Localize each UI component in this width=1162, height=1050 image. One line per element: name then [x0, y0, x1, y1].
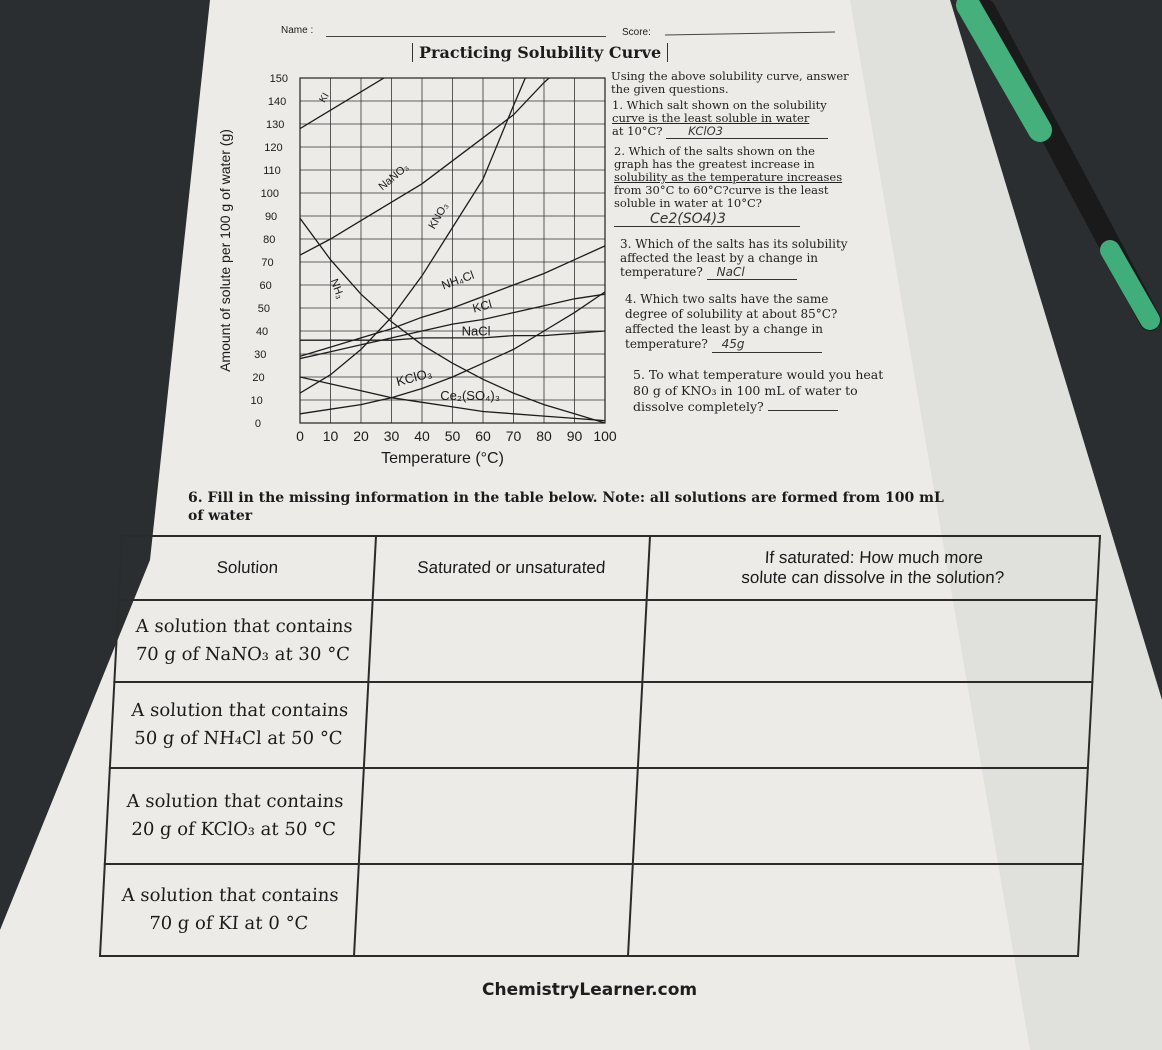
row-solution-line-2: 50 g of NH₄Cl at 50 °C	[133, 728, 343, 749]
x-tick-label: 30	[383, 428, 400, 444]
y-tick-label: 10	[250, 395, 263, 407]
row-solution-line-2: 70 g of NaNO₃ at 30 °C	[135, 644, 351, 665]
solutions-table	[99, 535, 1101, 957]
x-axis-label: Temperature (°C)	[381, 450, 504, 467]
question-5	[633, 367, 883, 415]
curve-label-nh3: NH₃	[327, 277, 346, 301]
q4-line-1: 4. Which two salts have the same	[625, 292, 829, 306]
y-tick-label: 30	[254, 349, 267, 361]
x-tick-label: 10	[322, 428, 339, 444]
table-row	[114, 600, 1096, 682]
x-tick-label: 80	[536, 428, 552, 444]
table-header-row	[119, 536, 1100, 600]
header-more-line-1: If saturated: How much more	[764, 548, 984, 567]
y-tick-label: 110	[263, 165, 281, 177]
question-4	[625, 292, 837, 353]
y-tick-label: 150	[269, 73, 288, 85]
header-saturated: Saturated or unsaturated	[373, 536, 650, 600]
row-solution-line-1: A solution that contains	[121, 885, 340, 906]
page-title: Practicing Solubility Curve	[412, 43, 668, 62]
header-solution: Solution	[119, 536, 376, 600]
row-solution	[114, 600, 372, 682]
y-tick-label: 140	[267, 96, 287, 108]
q3-line-1: 3. Which of the salts has its solubility	[620, 237, 848, 251]
table-row	[110, 682, 1093, 768]
curve-label-nacl: NaCl	[461, 323, 491, 339]
saturated-cell[interactable]	[368, 600, 646, 682]
name-line	[326, 36, 606, 37]
name-label: Name :	[281, 25, 314, 36]
question-2	[614, 145, 842, 227]
q5-line-3: dissolve completely?	[633, 399, 764, 414]
table-row	[105, 768, 1088, 864]
question-3	[620, 237, 848, 280]
x-tick-label: 50	[444, 428, 461, 444]
q4-line-3: affected the least by a change in	[625, 322, 824, 336]
header-more-line-2: solute can dissolve in the solution?	[740, 568, 1005, 587]
y-tick-label: 80	[263, 234, 276, 246]
x-tick-label: 70	[505, 428, 522, 444]
header-more	[647, 536, 1100, 600]
amount-cell[interactable]	[638, 682, 1093, 768]
curve-label-ce2so43: Ce₂(SO₄)₃	[440, 388, 501, 403]
q3-answer[interactable]: NaCl	[707, 265, 797, 280]
saturated-cell[interactable]	[364, 682, 643, 768]
curve-label-kno3: KNO₃	[426, 200, 451, 232]
q1-answer[interactable]: KClO3	[666, 125, 828, 139]
y-axis-label: Amount of solute per 100 g of water (g)	[217, 129, 233, 372]
y-tick-label: 120	[264, 142, 283, 154]
row-solution	[110, 682, 369, 768]
row-solution	[105, 768, 364, 864]
row-solution-line-1: A solution that contains	[126, 791, 345, 812]
y-tick-label: 0	[254, 418, 261, 430]
q3-line-3: temperature?	[620, 265, 703, 279]
y-tick-label: 50	[257, 303, 270, 315]
q5-line-2: 80 g of KNO₃ in 100 mL of water to	[633, 383, 858, 398]
y-tick-label: 20	[252, 372, 265, 384]
q2-line-5: soluble in water at 10°C?	[614, 196, 762, 210]
saturated-cell[interactable]	[359, 768, 638, 864]
intro-line-2: the given questions.	[611, 82, 729, 96]
row-solution-line-1: A solution that contains	[135, 616, 354, 637]
amount-cell[interactable]	[628, 864, 1083, 956]
curve-label-ki: KI	[317, 91, 332, 105]
footer-brand: ChemistryLearner.com	[482, 980, 698, 1000]
q2-line-1: 2. Which of the salts shown on the	[614, 144, 815, 158]
row-solution	[100, 864, 359, 956]
x-tick-label: 0	[296, 428, 304, 444]
q5-answer-line[interactable]	[768, 410, 838, 411]
y-tick-label: 40	[255, 326, 269, 338]
row-solution-line-2: 70 g of KI at 0 °C	[148, 913, 309, 934]
q6-line-2: of water	[188, 508, 253, 524]
score-label: Score:	[622, 27, 651, 38]
q1-line-2: curve is the least soluble in water	[612, 111, 810, 125]
q3-line-2: affected the least by a change in	[620, 251, 819, 265]
q1-line-1: 1. Which salt shown on the solubility	[612, 98, 827, 112]
amount-cell[interactable]	[633, 768, 1088, 864]
y-tick-label: 100	[260, 188, 279, 200]
question-intro	[611, 70, 849, 96]
x-tick-label: 100	[593, 428, 617, 444]
q4-line-4: temperature?	[625, 337, 708, 351]
x-tick-label: 60	[475, 428, 491, 444]
q2-line-2: graph has the greatest increase in	[614, 157, 815, 171]
intro-line-1: Using the above solubility curve, answer	[611, 69, 849, 83]
y-tick-label: 70	[261, 257, 274, 269]
y-tick-label: 130	[266, 119, 285, 131]
q2-answer[interactable]: Ce2(SO4)3	[614, 213, 800, 227]
solubility-chart	[200, 70, 640, 470]
question-1	[612, 99, 828, 139]
x-tick-label: 40	[414, 428, 430, 444]
x-tick-label: 20	[353, 428, 369, 444]
curve-label-nh4cl: NH₄Cl	[439, 267, 476, 293]
question-6	[188, 489, 944, 525]
x-tick-label: 90	[566, 428, 583, 444]
saturated-cell[interactable]	[354, 864, 633, 956]
curve-label-kclo3: KClO₃	[394, 365, 434, 390]
q2-line-4: from 30°C to 60°C?curve is the least	[614, 183, 829, 197]
curve-label-nano3: NaNO₃	[376, 161, 412, 193]
q4-answer[interactable]: 45g	[712, 337, 822, 353]
y-tick-label: 60	[259, 280, 272, 292]
q5-line-1: 5. To what temperature would you heat	[633, 367, 884, 382]
row-solution-line-2: 20 g of KClO₃ at 50 °C	[130, 819, 337, 840]
y-tick-label: 90	[264, 211, 278, 223]
amount-cell[interactable]	[642, 600, 1096, 682]
table-row	[100, 864, 1083, 956]
row-solution-line-1: A solution that contains	[130, 700, 349, 721]
q2-line-3: solubility as the temperature increases	[614, 170, 843, 184]
q4-line-2: degree of solubility at about 85°C?	[625, 307, 838, 321]
curve-label-kcl: KCl	[471, 296, 494, 316]
q6-line-1: 6. Fill in the missing information in the table below. Note: all solutions are formed from 100 mL	[188, 490, 944, 506]
q1-line-3: at 10°C?	[612, 124, 663, 138]
